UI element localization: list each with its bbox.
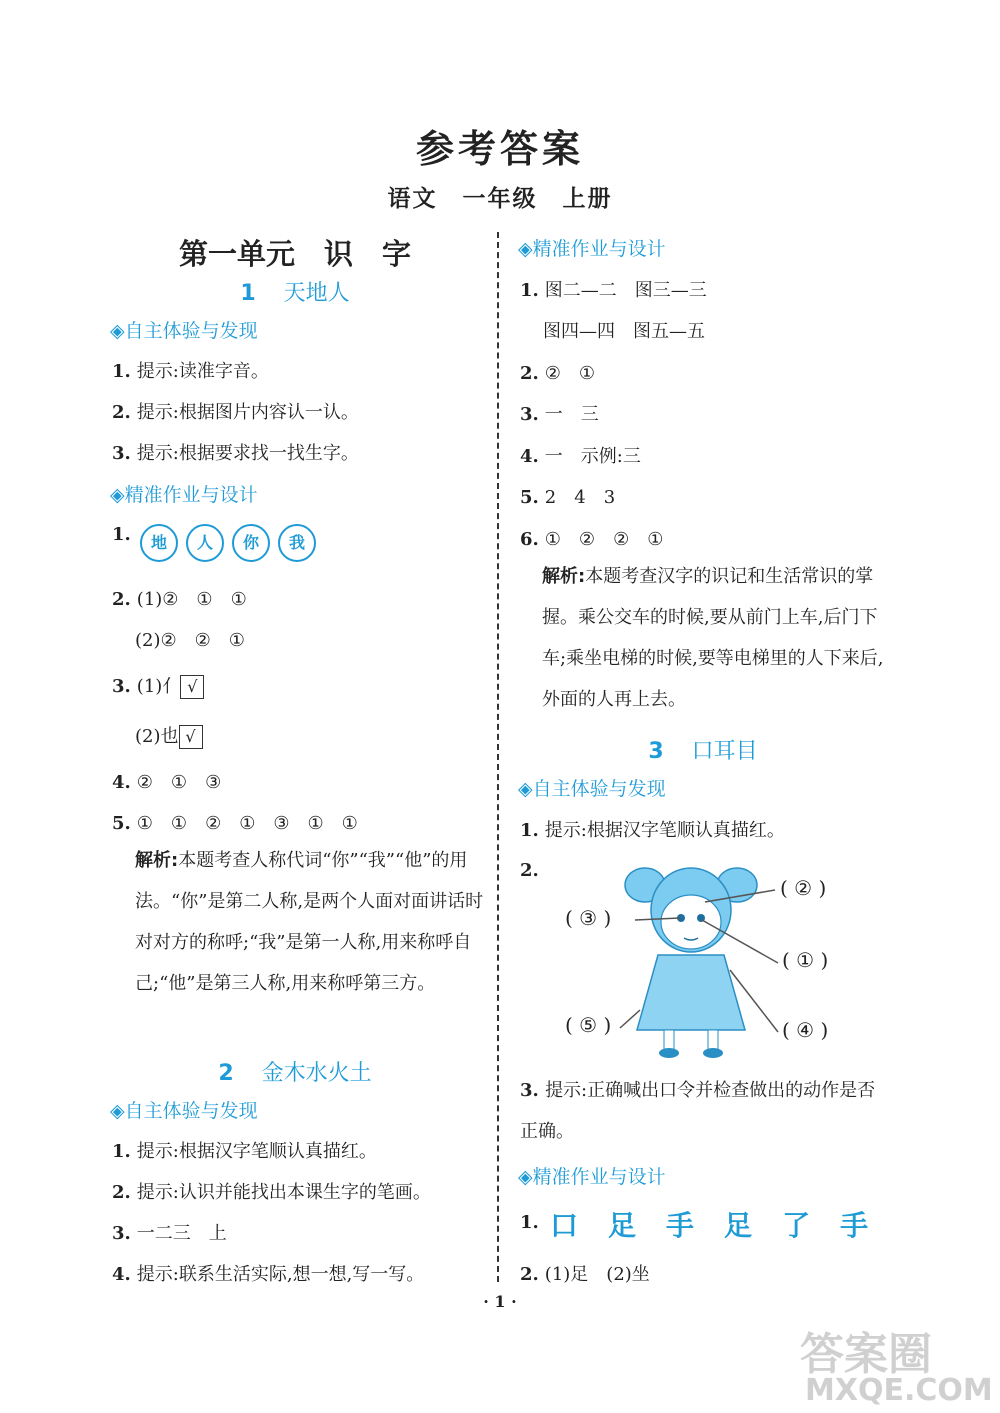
section-self-discovery: ◈自主体验与发现 bbox=[110, 320, 258, 342]
answer-d1-1: 1. 图二—二 图三—三 bbox=[520, 280, 707, 301]
char-circle: 你 bbox=[232, 524, 270, 562]
answer-d5: 5. 2 4 3 bbox=[520, 487, 616, 508]
answer-d3: 3. 一 三 bbox=[520, 404, 599, 425]
char-circle: 我 bbox=[278, 524, 316, 562]
checkbox-mark: √ bbox=[180, 675, 204, 699]
page-title: 参考答案 bbox=[415, 126, 584, 171]
answer-d1-2: 图四—四 图五—五 bbox=[543, 321, 705, 342]
column-divider bbox=[497, 232, 499, 1282]
page-subtitle: 语文 一年级 上册 bbox=[387, 185, 613, 212]
answer-a1: 1. 提示:读准字音。 bbox=[112, 361, 269, 382]
lesson-2-heading: 2 金木水火土 bbox=[218, 1061, 372, 1086]
label-hand: ( ⑤ ) bbox=[565, 1013, 612, 1037]
watermark-logo: 答案圈 bbox=[800, 1329, 932, 1380]
analysis-d6: 解析:本题考查汉字的识记和生活常识的掌握。乘公交车的时候,要从前门上车,后门下车;乘坐电梯的时候,要等电梯里的人下来后,外面的人再上去。 bbox=[542, 566, 884, 710]
label-hair: ( ② ) bbox=[780, 876, 827, 900]
answer-e1: 1. 提示:根据汉字笔顺认真描红。 bbox=[520, 820, 785, 841]
copy-char: 手 bbox=[840, 1209, 869, 1242]
char-circle: 人 bbox=[186, 524, 224, 562]
answer-c1: 1. 提示:根据汉字笔顺认真描红。 bbox=[112, 1141, 377, 1162]
answer-b5: 5. ① ① ② ① ③ ① ① bbox=[112, 813, 358, 834]
copy-char: 手 bbox=[666, 1209, 695, 1242]
section-precise-homework-2: ◈精准作业与设计 bbox=[518, 238, 666, 260]
answer-f1-num: 1. bbox=[520, 1212, 539, 1233]
watermark-url: MXQE.COM bbox=[805, 1373, 993, 1408]
page-number: · 1 · bbox=[483, 1292, 517, 1311]
answer-b1: 1. bbox=[112, 524, 131, 545]
section-self-discovery-2: ◈自主体验与发现 bbox=[110, 1100, 258, 1122]
answer-b4: 4. ② ① ③ bbox=[112, 772, 222, 793]
answer-d4: 4. 一 示例:三 bbox=[520, 446, 641, 467]
checkbox-mark: √ bbox=[179, 725, 203, 749]
answer-b3-1: 3. (1)亻 √ bbox=[112, 672, 204, 699]
copy-char: 口 bbox=[550, 1209, 579, 1242]
lesson-3-heading: 3 口耳目 bbox=[648, 739, 758, 764]
answer-e2-num: 2. bbox=[520, 860, 539, 881]
label-foot: ( ④ ) bbox=[782, 1018, 829, 1042]
answer-c2: 2. 提示:认识并能找出本课生字的笔画。 bbox=[112, 1182, 431, 1203]
copy-char: 足 bbox=[608, 1209, 637, 1242]
section-precise-homework: ◈精准作业与设计 bbox=[110, 484, 258, 506]
char-circle: 地 bbox=[140, 524, 178, 562]
section-self-discovery-3: ◈自主体验与发现 bbox=[518, 778, 666, 800]
answer-f1-chars bbox=[550, 1204, 898, 1244]
answer-f2: 2. (1)足 (2)坐 bbox=[520, 1264, 650, 1285]
answer-d6: 6. ① ② ② ① bbox=[520, 529, 664, 550]
analysis-b5: 解析:本题考查人称代词“你”“我”“他”的用法。“你”是第二人称,是两个人面对面讲话时对对方的称呼;“我”是第一人称,用来称呼自己;“他”是第三人称,用来称呼第三方。 bbox=[135, 850, 484, 994]
section-precise-homework-3: ◈精准作业与设计 bbox=[518, 1166, 666, 1188]
answer-c4: 4. 提示:联系生活实际,想一想,写一写。 bbox=[112, 1264, 425, 1285]
copy-char: 足 bbox=[724, 1209, 753, 1242]
answer-b1-chars bbox=[140, 524, 324, 562]
answer-a2: 2. 提示:根据图片内容认一认。 bbox=[112, 402, 359, 423]
answer-a3: 3. 提示:根据要求找一找生字。 bbox=[112, 443, 359, 464]
answer-d2: 2. ② ① bbox=[520, 363, 596, 384]
answer-b2-2: (2)② ② ① bbox=[135, 630, 245, 651]
lesson-1-heading: 1 天地人 bbox=[240, 281, 350, 306]
answer-c3: 3. 一二三 上 bbox=[112, 1223, 227, 1244]
answer-e3: 3. 提示:正确喊出口令并检查做出的动作是否正确。 bbox=[520, 1080, 876, 1142]
label-mouth: ( ① ) bbox=[782, 948, 829, 972]
label-eye: ( ③ ) bbox=[565, 906, 612, 930]
unit-heading: 第一单元 识 字 bbox=[178, 237, 411, 271]
copy-char: 了 bbox=[782, 1209, 811, 1242]
answer-b2-1: 2. (1)② ① ① bbox=[112, 589, 247, 610]
answer-b3-2: (2)也 √ bbox=[135, 722, 203, 749]
